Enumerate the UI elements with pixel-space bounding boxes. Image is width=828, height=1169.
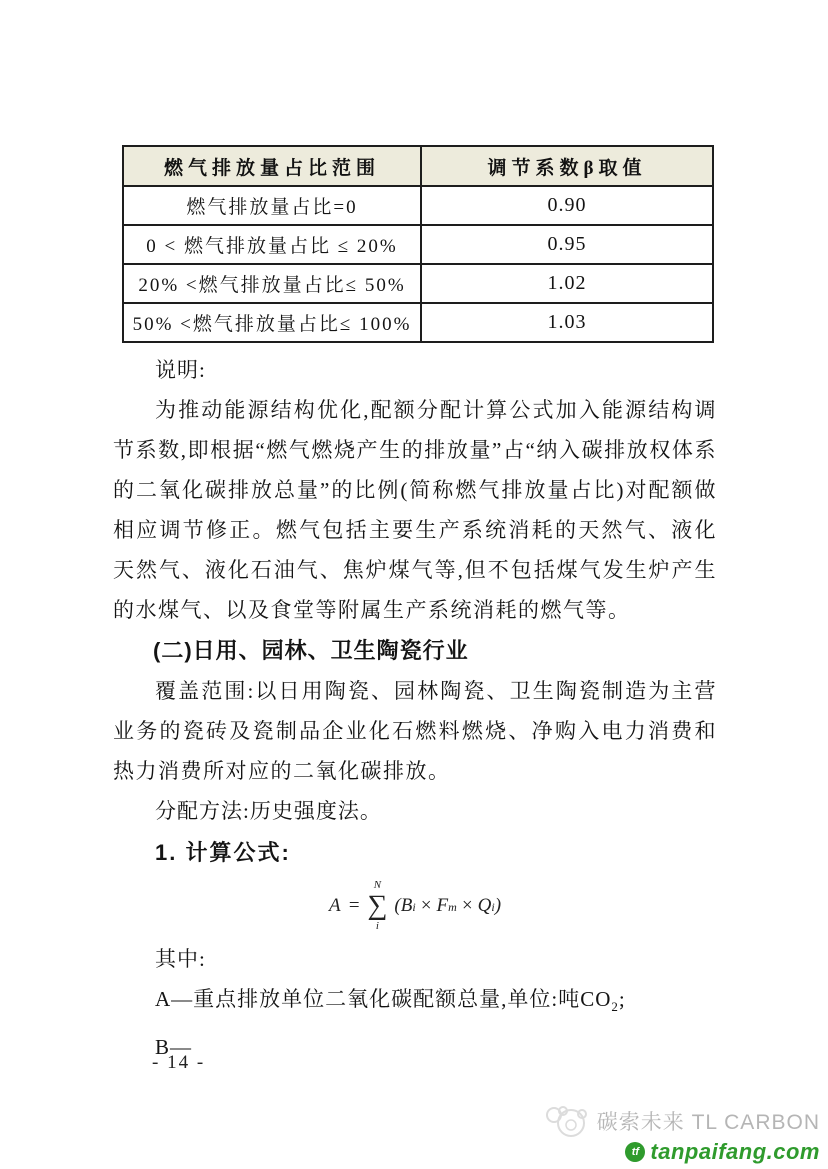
times-operator: × [419,895,433,916]
definition-b: B— [155,1035,193,1060]
value-cell: 0.90 [421,186,713,225]
table-header-row [123,146,713,186]
brand-watermark [541,1101,820,1165]
brand-name: 碳索未来 TL CARBON [596,1111,820,1134]
table-row [123,303,713,342]
term-b: B [400,895,413,916]
paren-open: ( [394,895,401,916]
paren-close: ) [494,895,502,916]
brand-url: tanpaifang.com [650,1139,820,1164]
value-cell: 0.95 [421,225,713,264]
allocation-method-line: 分配方法:历史强度法。 [155,799,382,823]
brand-top-row [541,1101,820,1141]
term-q-subscript: i [491,900,495,914]
formula-equals: = [347,895,361,916]
document-content [113,145,717,1067]
adjustment-coefficient-table [122,145,714,343]
definition-a [113,979,717,1027]
term-q: Q [477,895,492,916]
where-label: 其中: [155,947,206,971]
sigma-icon: ∑ [367,890,388,921]
table-row [123,225,713,264]
term-b-subscript: i [412,900,416,914]
range-cell: 20% <燃气排放量占比≤ 50% [123,264,421,303]
range-cell: 50% <燃气排放量占比≤ 100% [123,303,421,342]
column-header-beta-value: 调节系数β取值 [421,146,713,186]
definition-a-end: ; [618,987,626,1011]
summation-symbol [367,880,387,932]
formula-heading: 1. 计算公式: [155,840,291,865]
definition-a-text: A—重点排放单位二氧化碳配额总量,单位:吨CO [155,987,612,1011]
range-cell: 燃气排放量占比=0 [123,186,421,225]
tanpaifang-logo-icon: tf [625,1142,645,1162]
section-heading-ceramics: (二)日用、园林、卫生陶瓷行业 [153,638,469,663]
range-cell: 0 < 燃气排放量占比 ≤ 20% [123,225,421,264]
paragraph-energy-structure: 为推动能源结构优化,配额分配计算公式加入能源结构调节系数,即根据“燃气燃烧产生的排放量”占“纳入碳排放权体系的二氧化碳排放总量”的比例(简称燃气排放量占比)对配额做相应调节修正。燃气包括主要生产系统消耗的天然气、液化天然气、液化石油气、焦炉煤气等,但不包括煤气发生炉产生的水煤气、以及食堂等附属生产系统消耗的燃气等。 [113,398,717,622]
value-cell: 1.03 [421,303,713,342]
brand-url-row [541,1139,820,1165]
table-row [123,264,713,303]
formula-lhs: A [328,895,341,916]
summation-lower-limit: i [375,920,379,932]
note-label: 说明: [155,358,206,382]
allocation-formula [113,877,717,935]
term-f: F [436,895,449,916]
panda-logo-icon [541,1101,593,1141]
co2-subscript: 2 [611,999,619,1015]
page-number: - 14 - [152,1052,206,1073]
column-header-gas-ratio-range: 燃气排放量占比范围 [123,146,421,186]
table-row [123,186,713,225]
term-f-subscript: m [448,900,457,914]
value-cell: 1.02 [421,264,713,303]
formula-expression [394,895,501,917]
paragraph-coverage-scope: 覆盖范围:以日用陶瓷、园林陶瓷、卫生陶瓷制造为主营业务的瓷砖及瓷制品企业化石燃料燃烧、净购入电力消费和热力消费所对应的二氧化碳排放。 [113,679,717,783]
times-operator: × [460,895,474,916]
summation-upper-limit: N [373,879,382,891]
